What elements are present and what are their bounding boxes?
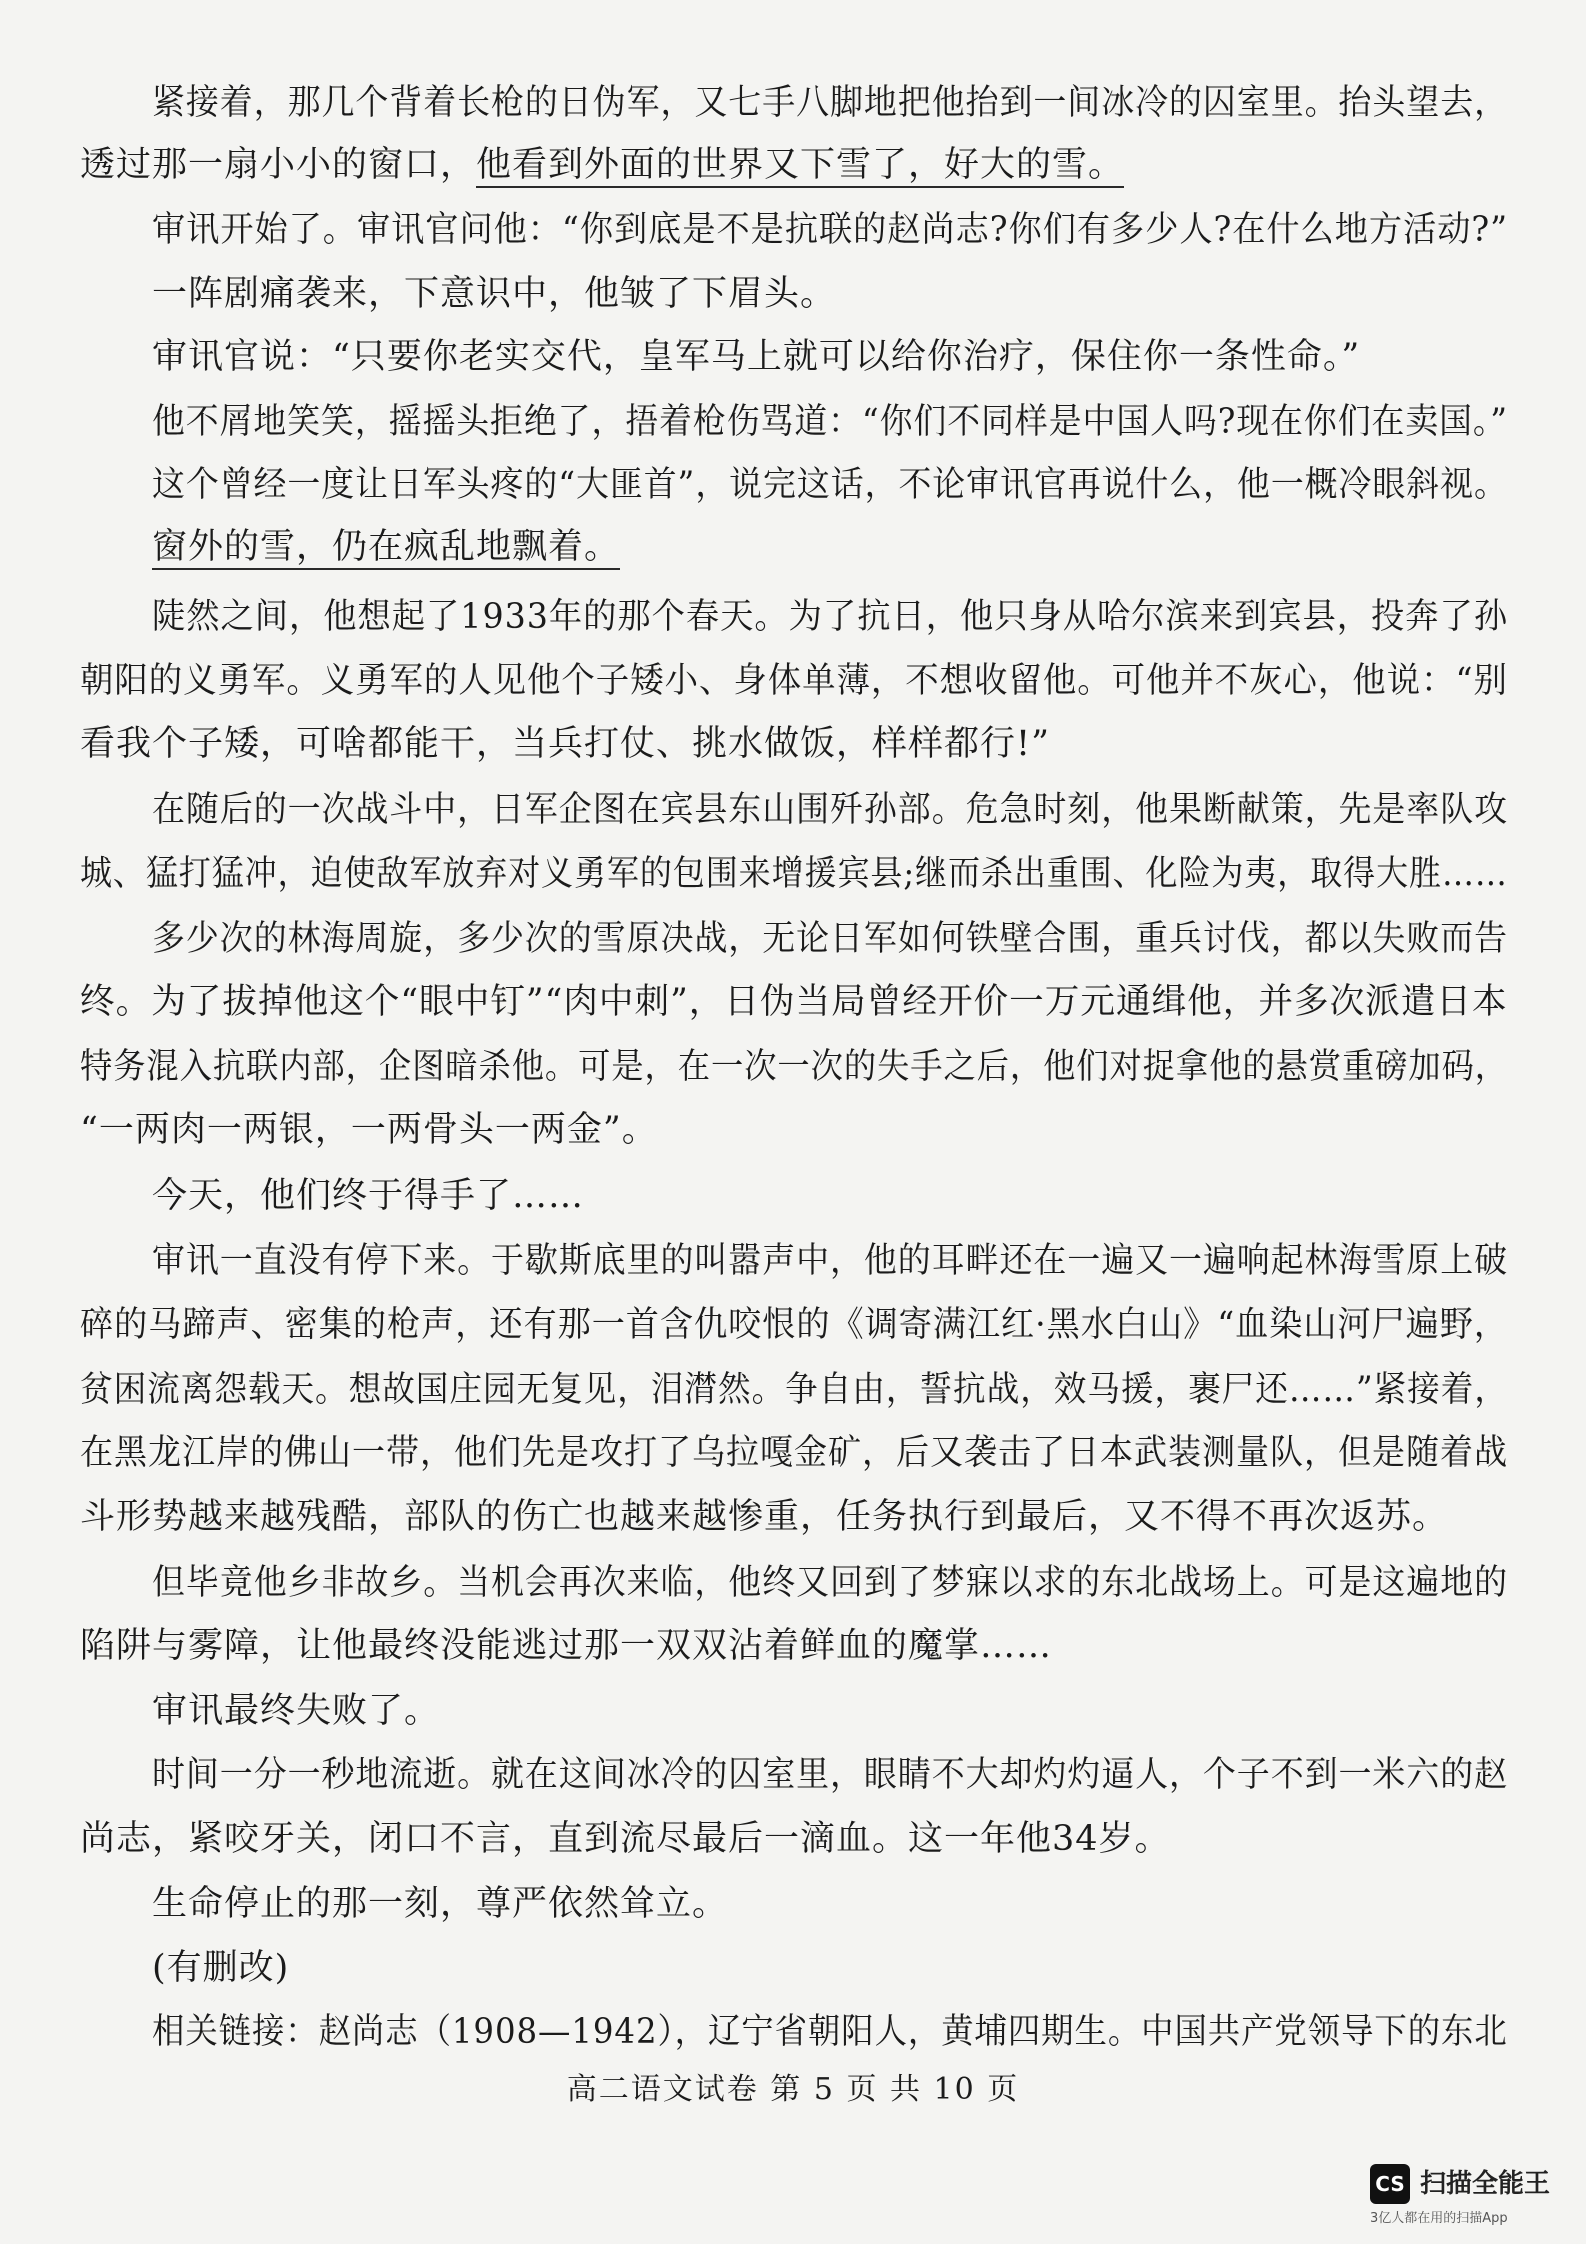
paragraph-line: 这个曾经一度让日军头疼的“大匪首”，说完这话，不论审讯官再说什么，他一概冷眼斜视。: [152, 465, 1508, 505]
paragraph-line: “一两肉一两银，一两骨头一两金”。: [80, 1110, 658, 1150]
paragraph-line: 陷阱与雾障，让他最终没能逃过那一双双沾着鲜血的魔掌……: [80, 1626, 1053, 1666]
paragraph-line: 斗形势越来越残酷，部队的伤亡也越来越惨重，任务执行到最后，又不得不再次返苏。: [80, 1497, 1449, 1537]
watermark-subtitle: 3亿人都在用的扫描App: [1370, 2211, 1508, 2226]
paragraph-line: 城、猛打猛冲，迫使敌军放弃对义勇军的包围来增援宾县;继而杀出重围、化险为夷，取得大胜……: [80, 854, 1508, 894]
paragraph-line: 尚志，紧咬牙关，闭口不言，直到流尽最后一滴血。这一年他34岁。: [80, 1819, 1171, 1859]
paragraph-line: 审讯官说：“只要你老实交代，皇军马上就可以给你治疗，保住你一条性命。”: [152, 337, 1361, 377]
paragraph-line: 紧接着，那几个背着长枪的日伪军，又七手八脚地把他抬到一间冰冷的囚室里。抬头望去，: [152, 83, 1509, 123]
paragraph-line: 在黑龙江岸的佛山一带，他们先是攻打了乌拉嘎金矿，后又袭击了日本武装测量队，但是随着战: [80, 1433, 1509, 1473]
paragraph-line: 审讯一直没有停下来。于歇斯底里的叫嚣声中，他的耳畔还在一遍又一遍响起林海雪原上破: [152, 1241, 1509, 1281]
camscanner-logo-icon: CS: [1370, 2164, 1410, 2204]
paragraph-line: 时间一分一秒地流逝。就在这间冰冷的囚室里，眼睛不大却灼灼逼人，个子不到一米六的赵: [152, 1755, 1509, 1795]
paragraph-line: 看我个子矮，可啥都能干，当兵打仗、挑水做饭，样样都行!”: [80, 724, 1050, 764]
paragraph-line: 今天，他们终于得手了……: [152, 1176, 585, 1216]
paragraph-line: 特务混入抗联内部，企图暗杀他。可是，在一次一次的失手之后，他们对捉拿他的悬赏重磅加码，: [80, 1047, 1509, 1087]
paragraph-line: [152, 523, 620, 571]
paragraph-line: 透过那一扇小小的窗口，他看到外面的世界又下雪了，好大的雪。: [80, 141, 1124, 189]
paragraph-line: 审讯开始了。审讯官问他：“你到底是不是抗联的赵尚志?你们有多少人?在什么地方活动?”: [152, 210, 1509, 250]
paragraph-line: 贫困流离怨载天。想故国庄园无复见，泪潸然。争自由，誓抗战，效马援，裹尸还……”紧接着，: [80, 1370, 1508, 1410]
paragraph-line: 一阵剧痛袭来，下意识中，他皱了下眉头。: [152, 274, 837, 314]
underlined-text: 他看到外面的世界又下雪了，好大的雪。: [476, 145, 1124, 188]
watermark-title: 扫描全能王: [1420, 2169, 1551, 2199]
related-link: 相关链接：赵尚志（1908—1942），辽宁省朝阳人，黄埔四期生。中国共产党领导下的东北: [152, 2012, 1508, 2052]
paragraph-line: 他不屑地笑笑，摇摇头拒绝了，捂着枪伤骂道：“你们不同样是中国人吗?现在你们在卖国。”: [152, 402, 1509, 442]
source-note: (有删改): [152, 1948, 290, 1988]
page-footer: 高二语文试卷 第 5 页 共 10 页: [566, 2072, 1020, 2107]
paragraph-line: 碎的马蹄声、密集的枪声，还有那一首含仇咬恨的《调寄满江红·黑水白山》“血染山河尸遍野，: [80, 1305, 1509, 1345]
paragraph-line: 在随后的一次战斗中，日军企图在宾县东山围歼孙部。危急时刻，他果断献策，先是率队攻: [152, 790, 1509, 830]
paragraph-line: 生命停止的那一刻，尊严依然耸立。: [152, 1884, 729, 1924]
paragraph-line: 陡然之间，他想起了1933年的那个春天。为了抗日，他只身从哈尔滨来到宾县，投奔了孙: [152, 597, 1509, 637]
paragraph-line: 朝阳的义勇军。义勇军的人见他个子矮小、身体单薄，不想收留他。可他并不灰心，他说：“别: [80, 661, 1508, 701]
paragraph-line: 多少次的林海周旋，多少次的雪原决战，无论日军如何铁壁合围，重兵讨伐，都以失败而告: [152, 919, 1509, 959]
paragraph-line: 但毕竟他乡非故乡。当机会再次来临，他终又回到了梦寐以求的东北战场上。可是这遍地的: [152, 1563, 1509, 1603]
underlined-text: 窗外的雪，仍在疯乱地飘着。: [152, 527, 620, 570]
paragraph-line: 终。为了拔掉他这个“眼中钉”“肉中刺”，日伪当局曾经开价一万元通缉他，并多次派遣日本: [80, 982, 1508, 1022]
scanner-watermark: [1340, 2150, 1580, 2240]
paragraph-line: 审讯最终失败了。: [152, 1691, 441, 1731]
